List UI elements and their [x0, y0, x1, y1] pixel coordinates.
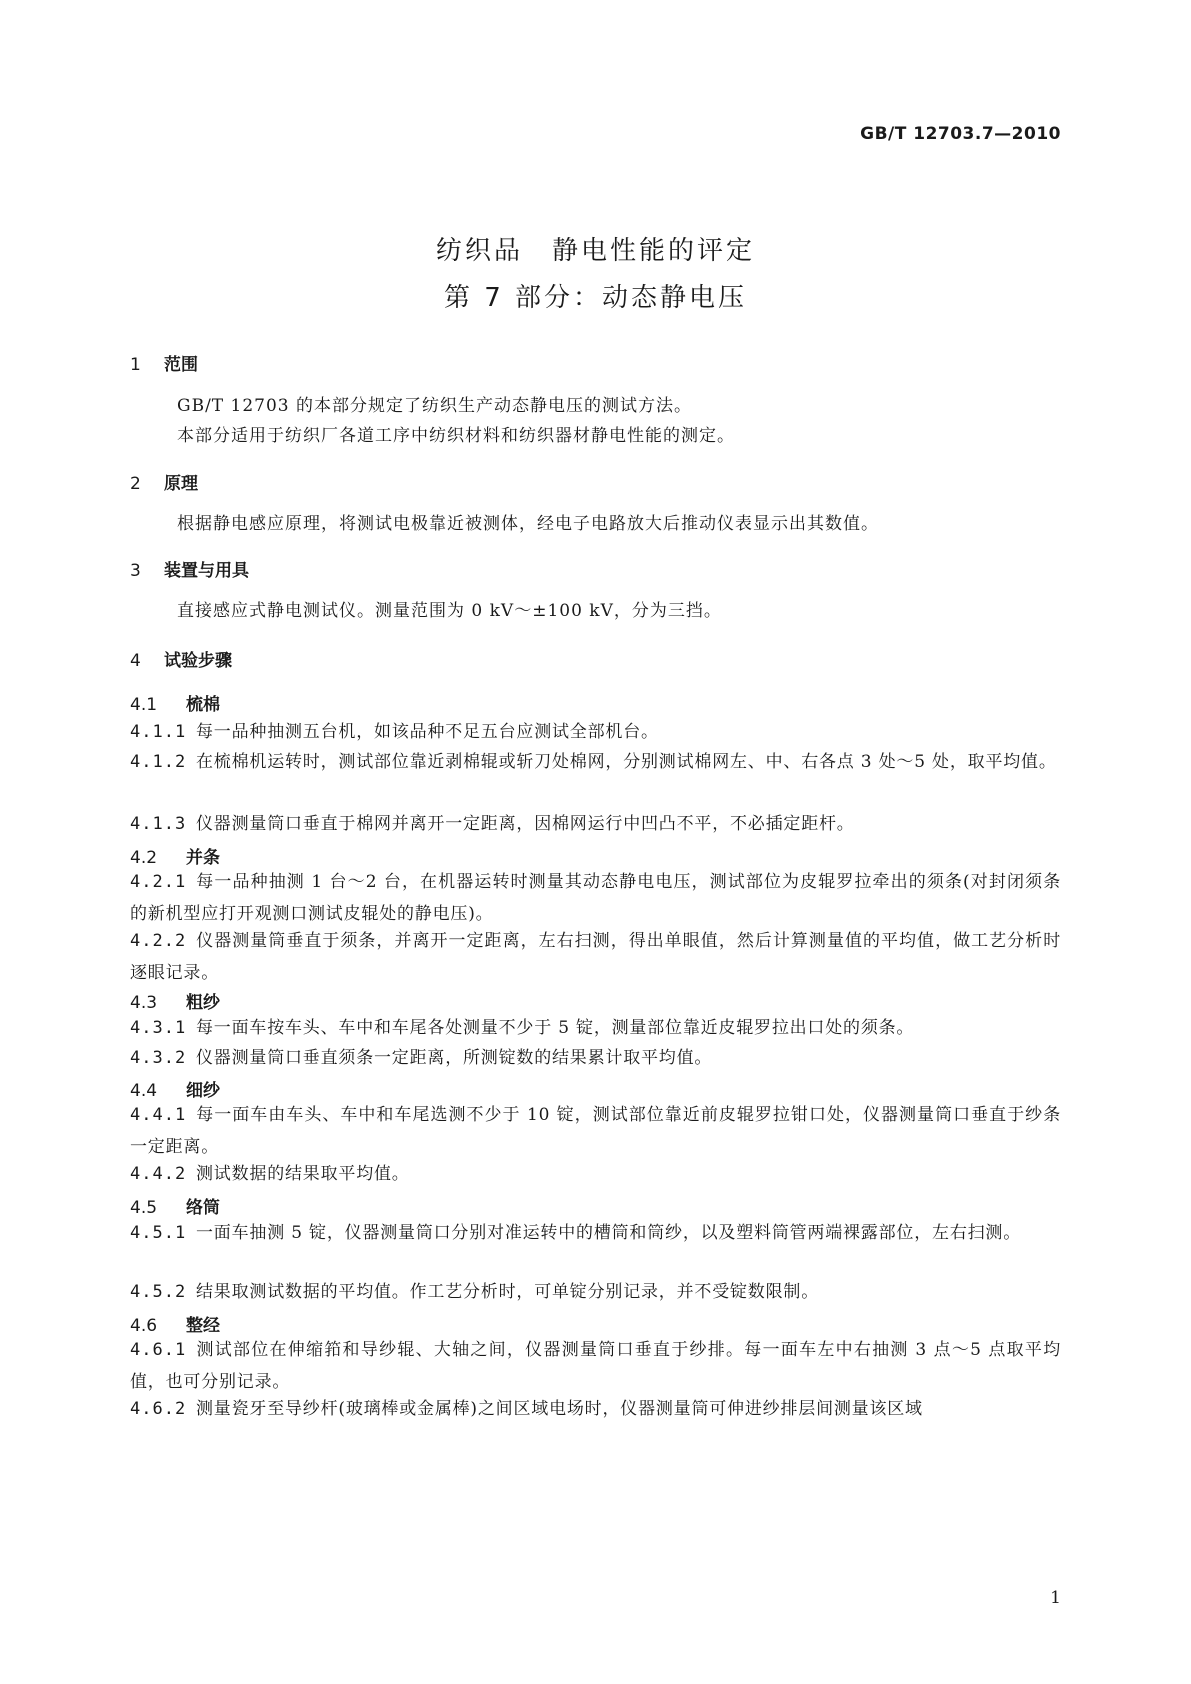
clause-number: 4.5.2 — [130, 1282, 187, 1302]
clause — [130, 746, 1061, 778]
clause-text: 在梳棉机运转时，测试部位靠近剥棉辊或斩刀处棉网，分别测试棉网左、中、右各点 3 处～5 处，取平均值。 — [196, 752, 1057, 772]
clause-number: 4.2.1 — [130, 872, 187, 892]
section-number: 4 — [130, 651, 141, 671]
clause — [130, 716, 1061, 748]
clause — [130, 866, 1061, 930]
clause-number: 4.6.1 — [130, 1340, 187, 1360]
clause — [130, 1158, 1061, 1190]
subsection-number: 4.2 — [130, 848, 158, 868]
subsection-title: 整经 — [186, 1316, 220, 1336]
clause-text: 测试数据的结果取平均值。 — [196, 1164, 410, 1184]
clause-text: 仪器测量筒垂直于须条，并离开一定距离，左右扫测，得出单眼值，然后计算测量值的平均值，做工艺分析时逐眼记录。 — [130, 931, 1061, 983]
subsection-number: 4.1 — [130, 695, 158, 715]
subsection-number: 4.3 — [130, 993, 158, 1013]
paragraph: 本部分适用于纺织厂各道工序中纺织材料和纺织器材静电性能的测定。 — [177, 426, 735, 446]
section-heading — [130, 350, 198, 375]
clause-text: 每一品种抽测 1 台～2 台，在机器运转时测量其动态静电电压，测试部位为皮辊罗拉牵出的须条(对封闭须条的新机型应打开观测口测试皮辊处的静电压)。 — [130, 872, 1061, 924]
clause — [130, 1099, 1061, 1163]
clause-text: 测量瓷牙至导纱杆(玻璃棒或金属棒)之间区域电场时，仪器测量筒可伸进纱排层间测量该区域 — [196, 1399, 923, 1419]
paragraph: GB/T 12703 的本部分规定了纺织生产动态静电压的测试方法。 — [177, 396, 693, 416]
subsection-number: 4.6 — [130, 1316, 158, 1336]
clause-number: 4.5.1 — [130, 1223, 187, 1243]
subsection-number: 4.5 — [130, 1198, 158, 1218]
clause-number: 4.1.1 — [130, 722, 187, 742]
clause-number: 4.6.2 — [130, 1399, 187, 1419]
subsection-heading — [130, 843, 220, 868]
clause-number: 4.4.2 — [130, 1164, 187, 1184]
section-title: 范围 — [164, 355, 198, 375]
paragraph: 根据静电感应原理，将测试电极靠近被测体，经电子电路放大后推动仪表显示出其数值。 — [177, 514, 879, 534]
section-number: 2 — [130, 474, 141, 494]
standard-number: GB/T 12703.7—2010 — [860, 124, 1061, 144]
section-heading — [130, 646, 232, 671]
clause-number: 4.1.3 — [130, 814, 187, 834]
clause-text: 仪器测量筒口垂直于棉网并离开一定距离，因棉网运行中凹凸不平，不必插定距杆。 — [196, 814, 855, 834]
clause — [130, 1276, 1061, 1308]
subsection-title: 络筒 — [186, 1198, 220, 1218]
subsection-title: 粗纱 — [186, 993, 220, 1013]
clause-text: 结果取测试数据的平均值。作工艺分析时，可单锭分别记录，并不受锭数限制。 — [196, 1282, 819, 1302]
clause — [130, 1393, 1061, 1425]
document-title: 纺织品 静电性能的评定 — [435, 236, 755, 266]
clause-text: 一面车抽测 5 锭，仪器测量筒口分别对准运转中的槽筒和筒纱，以及塑料筒管两端裸露部位，左右扫测。 — [196, 1223, 1022, 1243]
subsection-title: 并条 — [186, 848, 220, 868]
subsection-heading — [130, 988, 220, 1013]
subsection-heading — [130, 1076, 220, 1101]
section-heading — [130, 556, 249, 581]
document-subtitle: 第 7 部分：动态静电压 — [443, 283, 748, 313]
clause-number: 4.4.1 — [130, 1105, 187, 1125]
section-number: 3 — [130, 561, 141, 581]
section-title: 装置与用具 — [164, 561, 249, 581]
clause-number: 4.2.2 — [130, 931, 187, 951]
section-title: 原理 — [164, 474, 198, 494]
clause-text: 每一面车由车头、车中和车尾选测不少于 10 锭，测试部位靠近前皮辊罗拉钳口处，仪器测量筒口垂直于纱条一定距离。 — [130, 1105, 1061, 1157]
clause-number: 4.3.1 — [130, 1018, 187, 1038]
subsection-heading — [130, 1193, 220, 1218]
section-title: 试验步骤 — [164, 651, 232, 671]
clause-text: 测试部位在伸缩筘和导纱辊、大轴之间，仪器测量筒口垂直于纱排。每一面车左中右抽测 3 点～5 点取平均值，也可分别记录。 — [130, 1340, 1061, 1392]
paragraph: 直接感应式静电测试仪。测量范围为 0 kV～±100 kV，分为三挡。 — [177, 601, 722, 621]
subsection-title: 梳棉 — [186, 695, 220, 715]
clause-text: 每一面车按车头、车中和车尾各处测量不少于 5 锭，测量部位靠近皮辊罗拉出口处的须条。 — [196, 1018, 915, 1038]
clause — [130, 808, 1061, 840]
clause-text: 仪器测量筒口垂直须条一定距离，所测锭数的结果累计取平均值。 — [196, 1048, 713, 1068]
subsection-title: 细纱 — [186, 1081, 220, 1101]
subsection-heading — [130, 690, 220, 715]
subsection-heading — [130, 1311, 220, 1336]
clause — [130, 1042, 1061, 1074]
clause — [130, 1012, 1061, 1044]
section-heading — [130, 469, 198, 494]
page-number: 1 — [1050, 1588, 1061, 1608]
subsection-number: 4.4 — [130, 1081, 158, 1101]
clause — [130, 1217, 1061, 1249]
clause — [130, 1334, 1061, 1398]
clause-text: 每一品种抽测五台机，如该品种不足五台应测试全部机台。 — [196, 722, 659, 742]
section-number: 1 — [130, 355, 141, 375]
clause-number: 4.3.2 — [130, 1048, 187, 1068]
clause-number: 4.1.2 — [130, 752, 187, 772]
clause — [130, 925, 1061, 989]
